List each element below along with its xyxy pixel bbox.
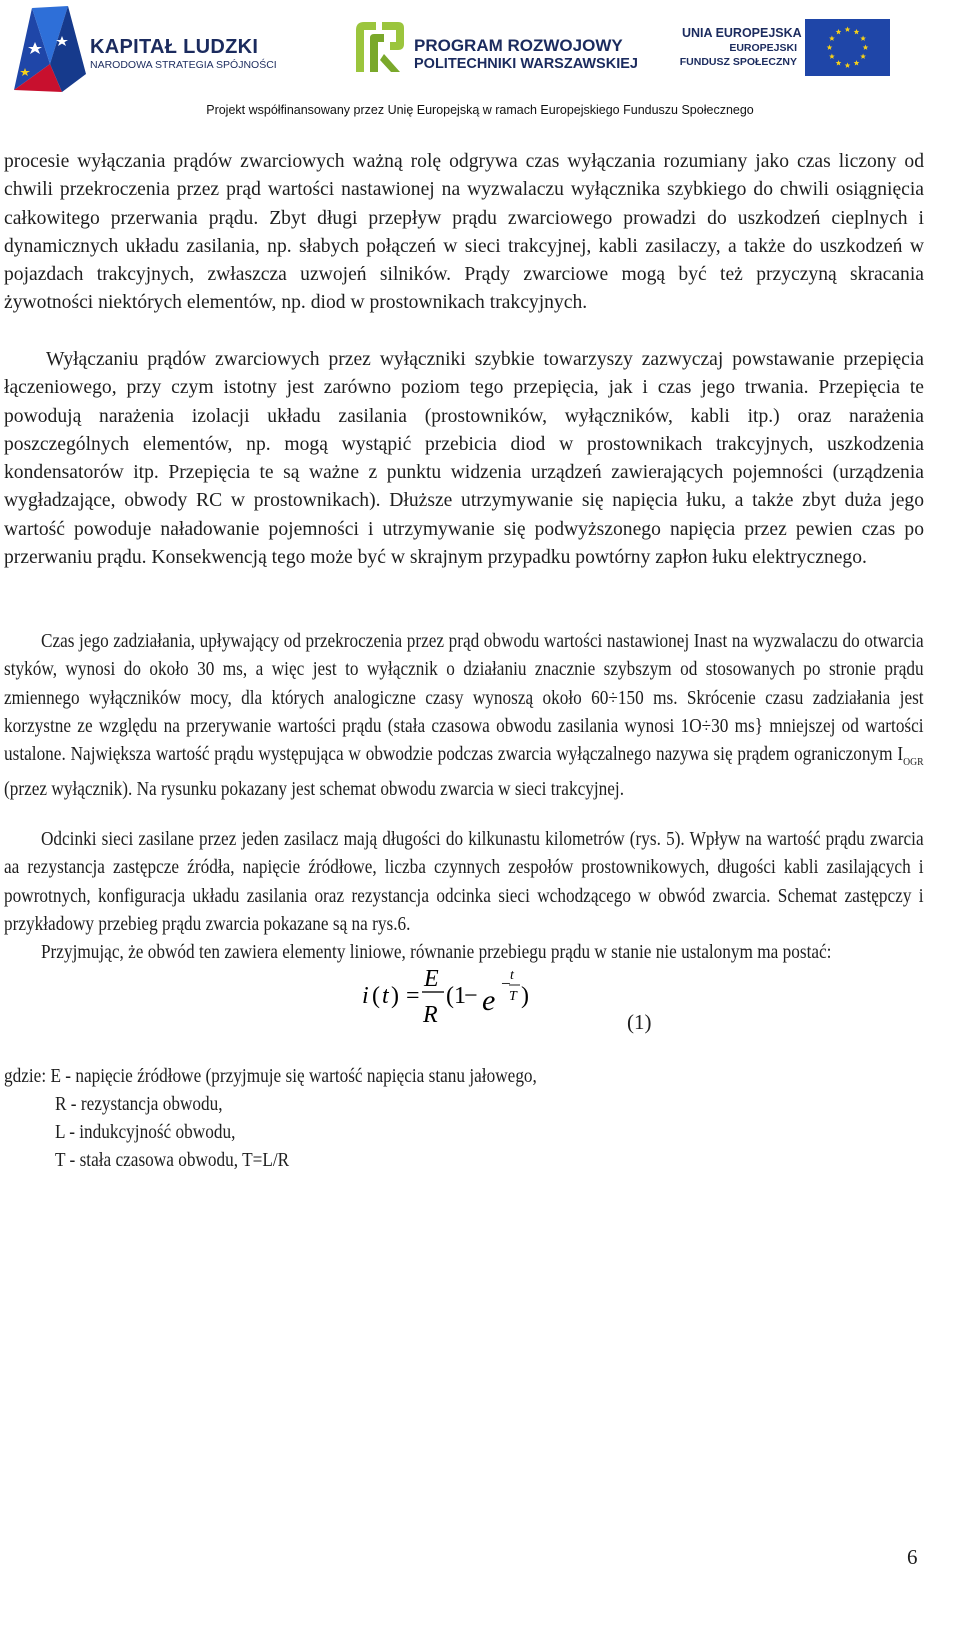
eu-line2: EUROPEJSKI (729, 42, 797, 54)
definition-l: L - indukcyjność obwodu, (55, 1122, 236, 1143)
project-cofinancing-line: Projekt współfinansowany przez Unię Europejską w ramach Europejskiego Funduszu Społecznego (206, 103, 754, 117)
definition-r: R - rezystancja obwodu, (55, 1094, 223, 1115)
eq-close: ) (391, 983, 399, 1009)
paragraph-3-tail: (przez wyłącznik). Na rysunku pokazany jest schemat obwodu zwarcia w sieci trakcyjnej. (4, 779, 625, 801)
paragraph-2: Wyłączaniu prądów zwarciowych przez wyłączniki szybkie towarzyszy zazwyczaj powstawanie przepięcia łączeniowego, przy czym istotny jest zarówno poziom tego przepięcia, jak i czas jego trwania. Przepięcia te powodują narażenia izolacji układu zasilania (prostowników, wyłączników, kabli itp.) oraz narażenia poszczególnych elementów, np. mogą wystąpić przebicia diod w prostownikach trakcyjnych, uszkodzenia kondensatorów itp. Przepięcia te są ważne z punktu widzenia urządzeń zawierających pojemności (urządzenia wygładzające, obwody RC w prostownikach). Dłuższe utrzymywanie się napięcia łuku, a także zbyt duża jego wartość powoduje naładowanie pojemności i utrzymywanie się podwyższonego napięcia przez pewien czas po przerwaniu prądu. Konsekwencją tego może być w skrajnym przypadku powtórny zapłon łuku elektrycznego. (4, 349, 924, 569)
eu-line3: FUNDUSZ SPOŁECZNY (679, 56, 797, 68)
eq-e: e (482, 984, 496, 1017)
eu-line1: UNIA EUROPEJSKA (682, 26, 802, 40)
paragraph-3 (4, 628, 924, 805)
paragraph-5-text: Przyjmując, że obwód ten zawiera elementy liniowe, równanie przebiegu prądu w stanie nie ustalonym ma postać: (40, 942, 832, 963)
paragraph-4-text: Odcinki sieci zasilane przez jeden zasilacz mają długości do kilkunastu kilometrów (rys. 5). Wpływ na wartość prądu zwarcia aa rezystancja zastępcze źródła, napięcie źródłowe, liczba czynnych zespołów prostownikowych, długości kabli zasilających i powrotnych, konfiguracja układu zasilania oraz rezystancja odcinka sieci wchodzącego w obwód zwarcia. Schemat zastępczy i przykładowy przebieg prądu zwarcia pokazane są na rys.6. (4, 829, 924, 935)
page-number: 6 (907, 1545, 918, 1569)
eq-paren-one: (1 (446, 983, 466, 1009)
paragraph-1: procesie wyłączania prądów zwarciowych ważną rolę odgrywa czas wyłączania rozumiany jako czas liczony od chwili przekroczenia przez prąd wartości nastawionej na wyzwalaczu wyłącznika szybkiego do chwili osiągnięcia całkowitego przerwania prądu. Zbyt długi przepływ prądu zwarciowego prowadzi do uszkodzeń cieplnych i dynamicznych układu zasilania, np. słabych połączeń w sieci trakcyjnej, kabli zasilaczy, a także do uszkodzeń w pojazdach trakcyjnych, zwłaszcza uzwojeń silników. Prądy zwarciowe mogą być też przyczyną skracania żywotności niektórych elementów, np. diod w prostownikach trakcyjnych. (4, 151, 924, 314)
definition-t: T - stała czasowa obwodu, T=L/R (55, 1150, 290, 1171)
paragraph-4 (4, 826, 924, 939)
eq-exp-minus: − (501, 974, 511, 993)
eq-denominator-r: R (423, 1002, 438, 1028)
kapital-ludzki-name: KAPITAŁ LUDZKI (90, 36, 259, 58)
kapital-ludzki-logo-icon (10, 4, 88, 94)
eq-final-close: ) (521, 983, 529, 1009)
eq-equals: = (406, 983, 420, 1009)
equation-number: (1) (627, 1010, 652, 1034)
current-equation (360, 940, 620, 1040)
eq-open: ( (372, 983, 380, 1009)
eq-exp-tt: T (509, 989, 517, 1004)
eq-minus: − (464, 983, 478, 1009)
kapital-ludzki-subtitle: NARODOWA STRATEGIA SPÓJNOŚCI (90, 59, 277, 71)
program-rozwojowy-logo-icon (350, 18, 408, 76)
program-name-line1: PROGRAM ROZWOJOWY (414, 36, 623, 55)
eq-exp-t: t (510, 968, 514, 983)
paragraph-3-text: Czas jego zadziałania, upływający od przekroczenia przez prąd obwodu wartości nastawionej Inast na wyzwalaczu do otwarcia styków, wynosi do około 30 ms, a więc jest to wyłącznik o działaniu znacznie szybszym od stosowanych po stronie prądu zmiennego wyłączników mocy, dla których analogiczne czasy wynoszą około 60÷150 ms. Skrócenie czasu zadziałania jest korzystne ze względu na przerywanie wartości prądu (stała czasowa obwodu zasilania wynosi 1O÷30 ms} mniejszej od wartości ustalone. Największa wartość prądu występująca w obwodzie podczas zwarcia wyłączalnego nazywa się prądem ograniczonym I (4, 631, 924, 766)
definition-e: gdzie: E - napięcie źródłowe (przyjmuje się wartość napięcia stanu jałowego, (4, 1066, 537, 1087)
eq-i: i (362, 983, 369, 1009)
eu-flag-icon (805, 19, 890, 76)
ogr-subscript: OGR (903, 756, 924, 769)
program-name-line2: POLITECHNIKI WARSZAWSKIEJ (414, 56, 638, 72)
eq-numerator-e: E (424, 966, 439, 992)
eq-t: t (382, 983, 389, 1009)
